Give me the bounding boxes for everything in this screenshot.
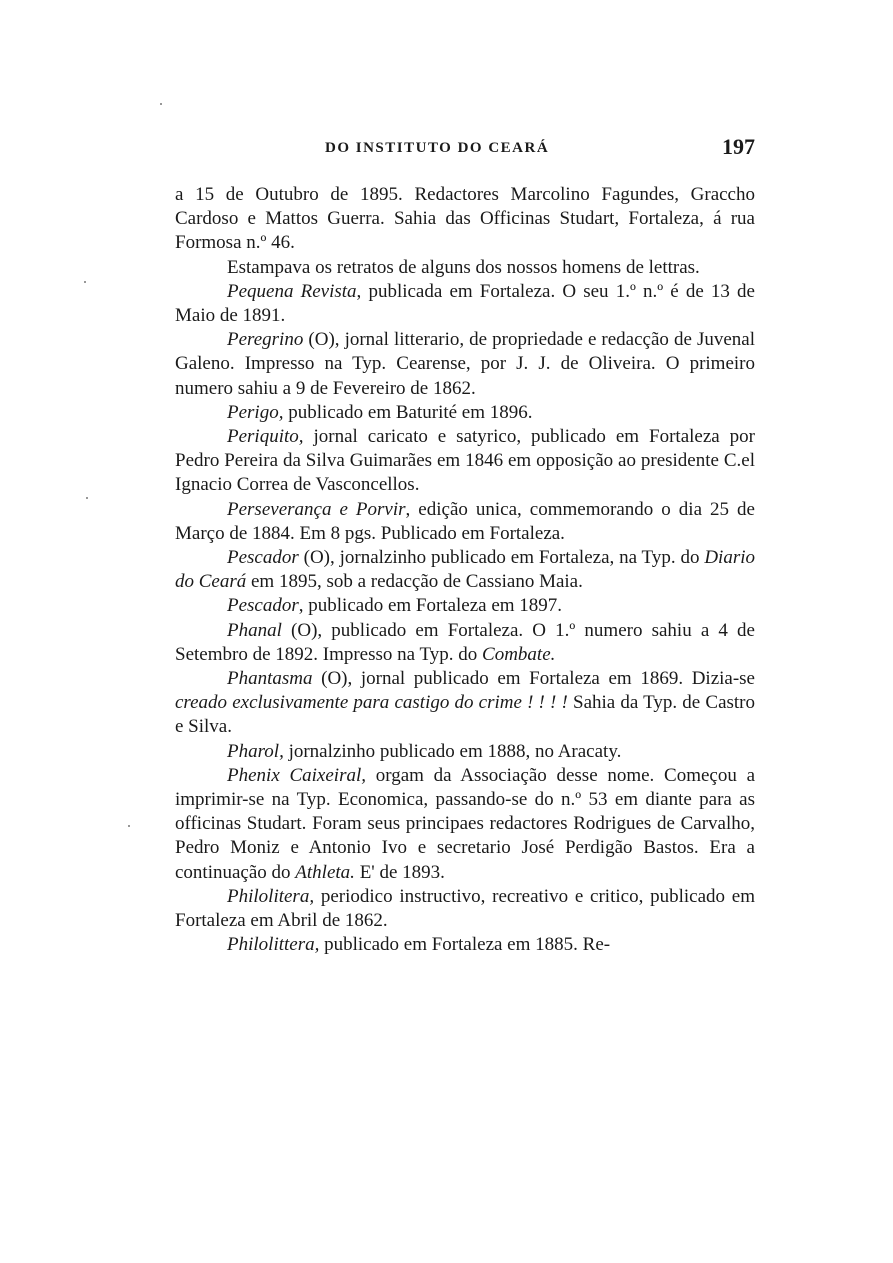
scan-speck xyxy=(128,825,130,827)
entry-paragraph xyxy=(175,667,755,740)
entry-paragraph xyxy=(175,764,755,885)
body-text-span: (O), jornal publicado em Fortaleza em 1869. Dizia-se xyxy=(312,668,755,690)
body-text-span: Estampava os retratos de alguns dos nossos homens de lettras. xyxy=(227,256,700,278)
italic-text: Pequena Revista xyxy=(227,280,357,302)
italic-text: Combate. xyxy=(482,643,556,665)
body-text-span: em 1895, sob a redacção de Cassiano Maia. xyxy=(246,571,583,593)
scan-speck xyxy=(84,281,86,283)
continued-paragraph xyxy=(175,183,755,256)
page-number: 197 xyxy=(722,134,755,159)
entry-paragraph xyxy=(175,498,755,546)
body-text-span: (O), publicado em Fortaleza. O 1.º numero sahiu a 4 de Setembro de 1892. Impresso na Typ. do xyxy=(175,619,755,665)
entry-paragraph xyxy=(175,401,755,425)
body-text-span: publicado em Fortaleza em 1885. Re- xyxy=(319,934,611,956)
body-text-span: jornal caricato e satyrico, publicado em Fortaleza por Pedro Pereira da Silva Guimarães em 1846 em opposição ao presidente C.el Ignacio Correa de Vasconcellos. xyxy=(175,426,755,496)
body-text-span: Sahia da Typ. de Castro e Silva. xyxy=(175,692,756,738)
running-title: DO INSTITUTO DO CEARÁ xyxy=(325,140,550,156)
italic-text: Phantasma xyxy=(227,668,313,690)
entry-paragraph xyxy=(175,594,755,618)
italic-text: Perseverança e Porvir xyxy=(227,498,406,520)
italic-text: Phanal xyxy=(227,619,282,641)
entry-paragraph xyxy=(175,280,755,328)
italic-text: Philolitera, xyxy=(227,885,315,907)
entry-paragraph xyxy=(175,740,755,764)
entry-paragraph xyxy=(175,885,755,933)
page-header xyxy=(175,134,755,166)
body-text-span: jornalzinho publicado em 1888, no Aracaty. xyxy=(283,740,622,762)
body-text-span: (O), jornal litterario, de propriedade e redacção de Juvenal Galeno. Impresso na Typ. Cearense, por J. J. de Oliveira. O primeiro numero sahiu a 9 de Fevereiro de 1862. xyxy=(175,329,755,399)
italic-text: Diario do Ceará xyxy=(175,547,755,593)
entry-paragraph xyxy=(175,425,755,498)
body-text-span: , publicada em Fortaleza. O seu 1.º n.º é de 13 de Maio de 1891. xyxy=(175,280,755,327)
body-text xyxy=(175,183,755,958)
entry-paragraph xyxy=(175,546,755,594)
italic-text: Peregrino xyxy=(227,329,304,351)
italic-text: Pescador xyxy=(227,547,299,569)
body-text-span: orgam da Associação desse nome. Começou a imprimir-se na Typ. Economica, passando-se do n.º 53 em diante para as officinas Studart. Foram seus principaes redactores Rodrigues de Carvalho, Pedro Moniz e Antonio Ivo e secretario José Perdigão Bastos. Era a continuação do xyxy=(175,764,755,883)
italic-text: Periquito, xyxy=(227,426,304,448)
body-text-span: publicado em Baturité em 1896. xyxy=(283,401,533,423)
entry-paragraph xyxy=(175,619,755,667)
scan-speck xyxy=(160,103,162,105)
italic-text: Pharol, xyxy=(227,740,284,762)
italic-text: Perigo, xyxy=(227,401,284,423)
body-text-span: , publicado em Fortaleza em 1897. xyxy=(298,595,563,617)
entry-paragraph xyxy=(175,328,755,401)
entry-paragraph xyxy=(175,933,755,957)
scan-speck xyxy=(86,497,88,499)
body-text-span: , edição unica, commemorando o dia 25 de Março de 1884. Em 8 pgs. Publicado em Fortaleza. xyxy=(175,498,755,544)
body-text-span: periodico instructivo, recreativo e critico, publicado em Fortaleza em Abril de 1862. xyxy=(175,885,755,932)
italic-text: Athleta. xyxy=(295,861,355,883)
italic-text: Philolittera, xyxy=(227,934,320,956)
italic-text: creado exclusivamente para castigo do crime ! ! ! ! xyxy=(175,692,568,714)
italic-text: Phenix Caixeiral, xyxy=(227,764,366,786)
entry-paragraph xyxy=(175,256,755,280)
italic-text: Pescador xyxy=(227,595,299,617)
body-text-span: E' de 1893. xyxy=(354,861,445,883)
body-text-span: a 15 de Outubro de 1895. Redactores Marcolino Fagundes, Graccho Cardoso e Mattos Guerra. Sahia das Officinas Studart, Fortaleza, á rua Formosa n.º 46. xyxy=(175,184,755,254)
body-text-span: (O), jornalzinho publicado em Fortaleza, na Typ. do xyxy=(298,547,705,569)
